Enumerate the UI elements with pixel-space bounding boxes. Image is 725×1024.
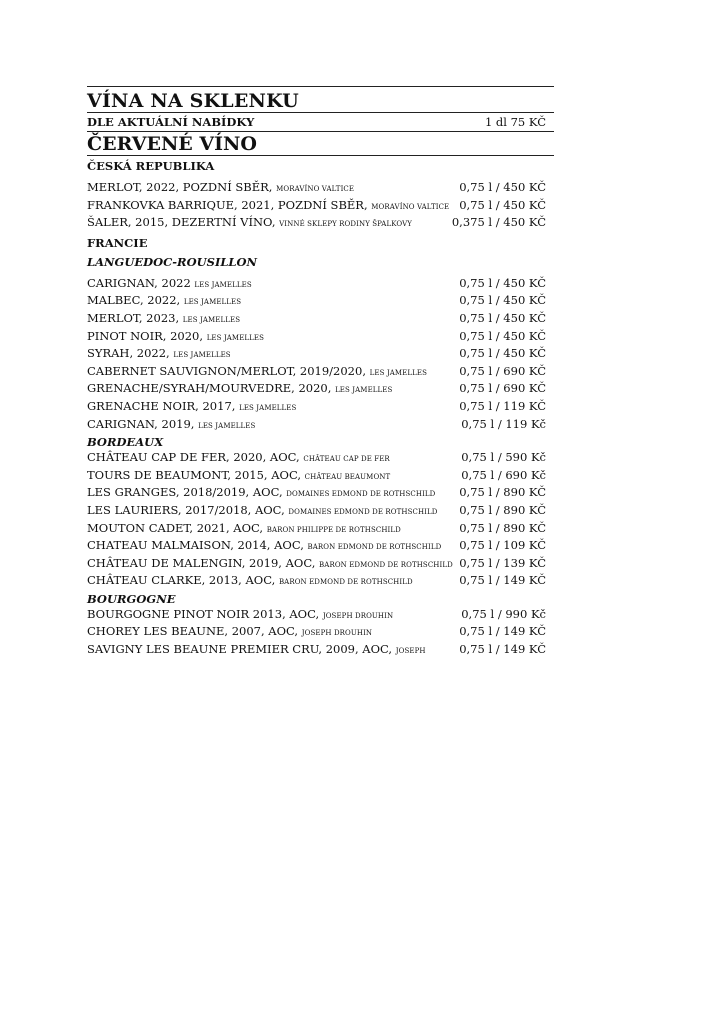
wine-producer: JOSEPH DROUHIN: [301, 629, 373, 638]
wine-row: [87, 417, 554, 435]
menu-title: VÍNA NA SKLENKU: [87, 90, 299, 112]
wine-entry: [87, 450, 390, 468]
wine-producer: CHÂTEAU BEAUMONT: [304, 472, 391, 481]
wine-row: [87, 624, 554, 642]
wine-name: MERLOT, 2023,: [87, 310, 180, 325]
wine-name: MERLOT, 2022, POZDNÍ SBĚR,: [87, 180, 273, 194]
wine-entry: [87, 556, 453, 574]
wine-row: [87, 450, 554, 468]
wine-producer: LES JAMELLES: [198, 421, 256, 430]
wine-row: [87, 381, 554, 399]
wine-price: 0,75 l / 450 KČ: [459, 275, 546, 290]
offer-note: DLE AKTUÁLNÍ NABÍDKY: [87, 115, 255, 129]
wine-entry: [87, 485, 435, 503]
wine-price: 0,75 l / 450 KČ: [459, 293, 546, 308]
wine-row: [87, 293, 554, 311]
wine-entry: [87, 346, 231, 364]
wine-producer: JOSEPH DROUHIN: [322, 611, 394, 620]
offer-line: [87, 113, 554, 131]
wine-producer: DOMAINES EDMOND DE ROTHSCHILD: [288, 507, 438, 516]
wine-row: [87, 346, 554, 364]
wine-producer: BARON PHILIPPE DE ROTHSCHILD: [266, 525, 401, 534]
wine-name: MOUTON CADET, 2021, AOC,: [87, 520, 264, 535]
wine-price: 0,75 l / 890 KČ: [459, 485, 546, 500]
wine-name: CABERNET SAUVIGNON/MERLOT, 2019/2020,: [87, 363, 366, 378]
wine-price: 0,75 l / 450 KČ: [459, 310, 546, 325]
wine-row: [87, 364, 554, 382]
wine-price: 0,75 l / 149 KČ: [459, 624, 546, 639]
wine-producer: BARON EDMOND DE ROTHSCHILD: [319, 560, 453, 569]
wine-row: [87, 276, 554, 294]
wine-row: [87, 485, 554, 503]
wine-list-languedoc: [87, 276, 554, 434]
region-heading-bordeaux: BORDEAUX: [87, 435, 164, 450]
wine-name: SYRAH, 2022,: [87, 346, 170, 361]
country-heading-czech: ČESKÁ REPUBLIKA: [87, 159, 215, 173]
wine-name: ŠALER, 2015, DEZERTNÍ VÍNO,: [87, 215, 276, 230]
wine-entry: [87, 642, 426, 660]
wine-price: 0,75 l / 890 KČ: [459, 502, 546, 517]
wine-name: CARIGNAN, 2019,: [87, 416, 195, 431]
wine-row: [87, 329, 554, 347]
wine-menu: [87, 86, 554, 660]
wine-price: 0,75 l / 450 KČ: [459, 180, 546, 194]
wine-producer: BARON EDMOND DE ROTHSCHILD: [278, 578, 413, 587]
region-heading-bourgogne: BOURGOGNE: [87, 591, 176, 606]
wine-producer: LES JAMELLES: [369, 368, 427, 377]
wine-name: LES LAURIERS, 2017/2018, AOC,: [87, 502, 285, 517]
wine-row: [87, 521, 554, 539]
wine-row: [87, 642, 554, 660]
wine-entry: [87, 503, 438, 521]
wine-row: [87, 607, 554, 625]
wine-name: TOURS DE BEAUMONT, 2015, AOC,: [87, 467, 302, 482]
wine-price: 0,75 l / 119 Kč: [461, 416, 546, 431]
wine-price: 0,75 l / 149 KČ: [459, 642, 546, 657]
region-heading-languedoc: LANGUEDOC-ROUSILLON: [87, 254, 258, 269]
wine-name: CHATEAU MALMAISON, 2014, AOC,: [87, 538, 304, 553]
wine-price: 0,75 l / 690 Kč: [461, 467, 546, 482]
wine-producer: LES JAMELLES: [183, 298, 242, 307]
wine-price: 0,75 l / 590 Kč: [461, 450, 546, 465]
wine-entry: [87, 215, 412, 233]
wine-price: 0,75 l / 690 KČ: [459, 363, 546, 378]
wine-entry: [87, 364, 427, 382]
wine-name: FRANKOVKA BARRIQUE, 2021, POZDNÍ SBĚR,: [87, 197, 368, 212]
wine-row: [87, 180, 554, 198]
wine-producer: DOMAINES EDMOND DE ROTHSCHILD: [286, 490, 436, 499]
wine-name: SAVIGNY LES BEAUNE PREMIER CRU, 2009, AOC,: [87, 642, 393, 657]
wine-row: [87, 503, 554, 521]
wine-entry: [87, 381, 392, 399]
wine-name: CHÂTEAU DE MALENGIN, 2019, AOC,: [87, 555, 316, 570]
wine-row: [87, 311, 554, 329]
wine-name: CHÂTEAU CLARKE, 2013, AOC,: [87, 573, 276, 588]
section-title: ČERVENÉ VÍNO: [87, 133, 257, 155]
wine-price: 0,75 l / 890 KČ: [459, 520, 546, 535]
wine-list-czech: [87, 180, 554, 233]
wine-row: [87, 399, 554, 417]
wine-producer: LES JAMELLES: [182, 315, 241, 324]
wine-entry: [87, 276, 252, 294]
wine-price: 0,75 l / 119 KČ: [459, 398, 546, 413]
wine-entry: [87, 399, 296, 417]
wine-producer: LES JAMELLES: [335, 386, 393, 395]
wine-producer: LES JAMELLES: [239, 403, 297, 412]
wine-row: [87, 573, 554, 591]
wine-producer: LES JAMELLES: [206, 333, 265, 342]
wine-name: PINOT NOIR, 2020,: [87, 328, 204, 343]
wine-name: CHOREY LES BEAUNE, 2007, AOC,: [87, 624, 299, 639]
wine-name: BOURGOGNE PINOT NOIR 2013, AOC,: [87, 606, 320, 621]
wine-entry: [87, 521, 401, 539]
wine-price: 0,75 l / 149 KČ: [459, 573, 546, 588]
wine-name: CHÂTEAU CAP DE FER, 2020, AOC,: [87, 450, 300, 465]
wine-entry: [87, 329, 264, 347]
wine-name: GRENACHE/SYRAH/MOURVEDRE, 2020,: [87, 381, 332, 396]
wine-producer: BARON EDMOND DE ROTHSCHILD: [307, 543, 442, 552]
wine-entry: [87, 538, 441, 556]
wine-entry: [87, 311, 240, 329]
wine-producer: CHÂTEAU CAP DE FER: [303, 455, 390, 464]
wine-entry: [87, 468, 390, 486]
wine-entry: [87, 198, 449, 216]
wine-price: 0,75 l / 109 KČ: [459, 538, 546, 553]
wine-price: 0,375 l / 450 KČ: [451, 215, 546, 230]
wine-entry: [87, 573, 413, 591]
wine-row: [87, 215, 554, 233]
wine-price: 0,75 l / 450 KČ: [459, 328, 546, 343]
wine-price: 0,75 l / 990 Kč: [461, 606, 546, 621]
wine-row: [87, 556, 554, 574]
wine-producer: VINNÉ SKLEPY RODINY ŠPALKOVY: [279, 220, 412, 229]
wine-list-bordeaux: [87, 450, 554, 591]
wine-row: [87, 538, 554, 556]
wine-list-bourgogne: [87, 607, 554, 660]
wine-entry: [87, 180, 354, 198]
wine-producer: MORAVÍNO VALTICE: [276, 185, 355, 193]
wine-row: [87, 198, 554, 216]
wine-name: LES GRANGES, 2018/2019, AOC,: [87, 485, 283, 500]
wine-entry: [87, 417, 255, 435]
wine-entry: [87, 624, 372, 642]
wine-entry: [87, 607, 393, 625]
wine-price: 0,75 l / 450 KČ: [459, 346, 546, 361]
wine-producer: LES JAMELLES: [194, 280, 252, 289]
wine-row: [87, 468, 554, 486]
wine-price: 0,75 l / 139 KČ: [459, 555, 546, 570]
wine-name: GRENACHE NOIR, 2017,: [87, 398, 236, 413]
wine-name: MALBEC, 2022,: [87, 293, 181, 308]
wine-producer: LES JAMELLES: [173, 351, 231, 360]
wine-price: 0,75 l / 690 KČ: [459, 381, 546, 396]
wine-producer: JOSEPH: [395, 647, 426, 656]
wine-producer: MORAVÍNO VALTICE: [371, 202, 450, 211]
country-heading-france: FRANCIE: [87, 235, 148, 250]
glass-price: 1 dl 75 KČ: [484, 115, 546, 129]
wine-price: 0,75 l / 450 KČ: [459, 197, 546, 212]
wine-name: CARIGNAN, 2022: [87, 275, 191, 290]
wine-entry: [87, 293, 241, 311]
